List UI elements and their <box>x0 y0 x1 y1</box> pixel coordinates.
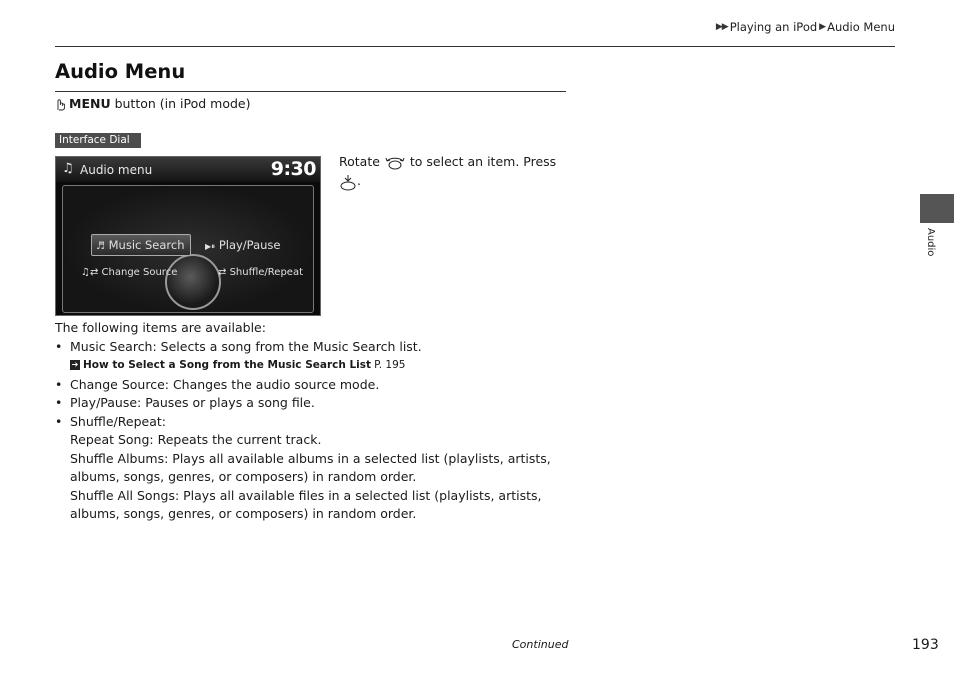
shuffle-repeat-option[interactable] <box>218 267 303 278</box>
cross-reference-title[interactable]: How to Select a Song from the Music Search List <box>83 359 372 371</box>
page-title: Audio Menu <box>55 60 186 83</box>
item-term: Music Search <box>70 338 153 354</box>
sub-item-desc: : Plays all available files in a selected list (playlists, artists, albums, songs, genres, or composers) in random order. <box>70 487 542 521</box>
sub-item <box>70 487 555 524</box>
change-source-option[interactable] <box>81 267 177 278</box>
screen-clock: 9:30 <box>270 158 316 180</box>
sub-item-term: Shuffle Albums <box>70 450 165 466</box>
cross-reference-page[interactable]: P. 195 <box>374 359 406 371</box>
list-item <box>55 376 555 395</box>
item-desc: : <box>161 413 166 429</box>
rotate-text-1: Rotate <box>339 154 384 169</box>
change-source-icon: ♫⇄ <box>81 267 99 278</box>
interface-dial-tag: Interface Dial <box>55 133 141 148</box>
breadcrumb-level2[interactable]: Audio Menu <box>827 20 895 34</box>
sub-item-desc: : Repeats the current track. <box>149 432 322 447</box>
music-search-label: Music Search <box>108 238 185 252</box>
items-intro: The following items are available: <box>55 320 266 335</box>
music-note-icon: ♫ <box>62 161 74 176</box>
rotate-text-3: . <box>357 173 361 188</box>
triangle-icon: ▶ <box>819 22 826 32</box>
breadcrumb-level1[interactable]: Playing an iPod <box>729 20 818 34</box>
play-pause-option[interactable] <box>205 238 281 252</box>
search-icon: ♬ <box>96 241 105 252</box>
reference-arrow-icon: ➔ <box>71 360 79 370</box>
sub-item-term: Repeat Song <box>70 432 150 447</box>
play-pause-label: Play/Pause <box>218 238 281 252</box>
rotate-dial-icon <box>384 155 406 171</box>
menu-button-instruction <box>55 96 250 111</box>
sub-item-desc: : Plays all available albums in a selected list (playlists, artists, albums, songs, genres, or composers) in random order. <box>70 450 551 484</box>
list-item <box>55 394 555 413</box>
section-tab[interactable] <box>920 194 954 223</box>
hand-press-icon <box>55 97 65 111</box>
rotate-text-2: to select an item. Press <box>409 154 557 169</box>
item-desc: : Selects a song from the Music Search list. <box>152 338 422 354</box>
sub-item <box>70 450 555 487</box>
play-pause-icon: ▶⏸ <box>205 242 216 251</box>
screen-title: Audio menu <box>80 163 153 177</box>
shuffle-icon: ⇄ <box>218 267 227 278</box>
sub-item-term: Shuffle All Songs <box>70 487 175 503</box>
list-item <box>55 338 555 375</box>
list-item <box>55 413 555 524</box>
section-tab-label: Audio <box>925 228 936 257</box>
music-search-option[interactable] <box>91 234 191 256</box>
sub-item <box>70 431 555 450</box>
item-desc: : Pauses or plays a song file. <box>137 395 315 410</box>
screen-menu-panel <box>62 185 314 313</box>
breadcrumb <box>716 20 895 34</box>
double-triangle-icon: ▶▶ <box>715 22 728 32</box>
items-section <box>55 319 555 524</box>
dial-knob-graphic <box>165 254 221 310</box>
change-source-label: Change Source <box>101 267 178 278</box>
item-term: Change Source <box>70 376 165 392</box>
item-term: Shuffle/Repeat <box>70 413 162 429</box>
cross-reference[interactable] <box>70 356 555 375</box>
continued-note: Continued <box>512 638 569 651</box>
audio-menu-screenshot <box>55 156 321 316</box>
menu-button-label: MENU <box>69 96 111 111</box>
shuffle-repeat-label: Shuffle/Repeat <box>229 267 303 278</box>
page-number: 193 <box>912 637 939 653</box>
menu-line-text: button (in iPod mode) <box>110 96 251 111</box>
header-divider <box>55 46 895 47</box>
press-dial-icon <box>339 173 357 191</box>
item-desc: : Changes the audio source mode. <box>164 376 380 392</box>
title-divider <box>55 91 566 92</box>
rotate-instruction <box>339 152 559 191</box>
item-term: Play/Pause <box>70 395 138 410</box>
